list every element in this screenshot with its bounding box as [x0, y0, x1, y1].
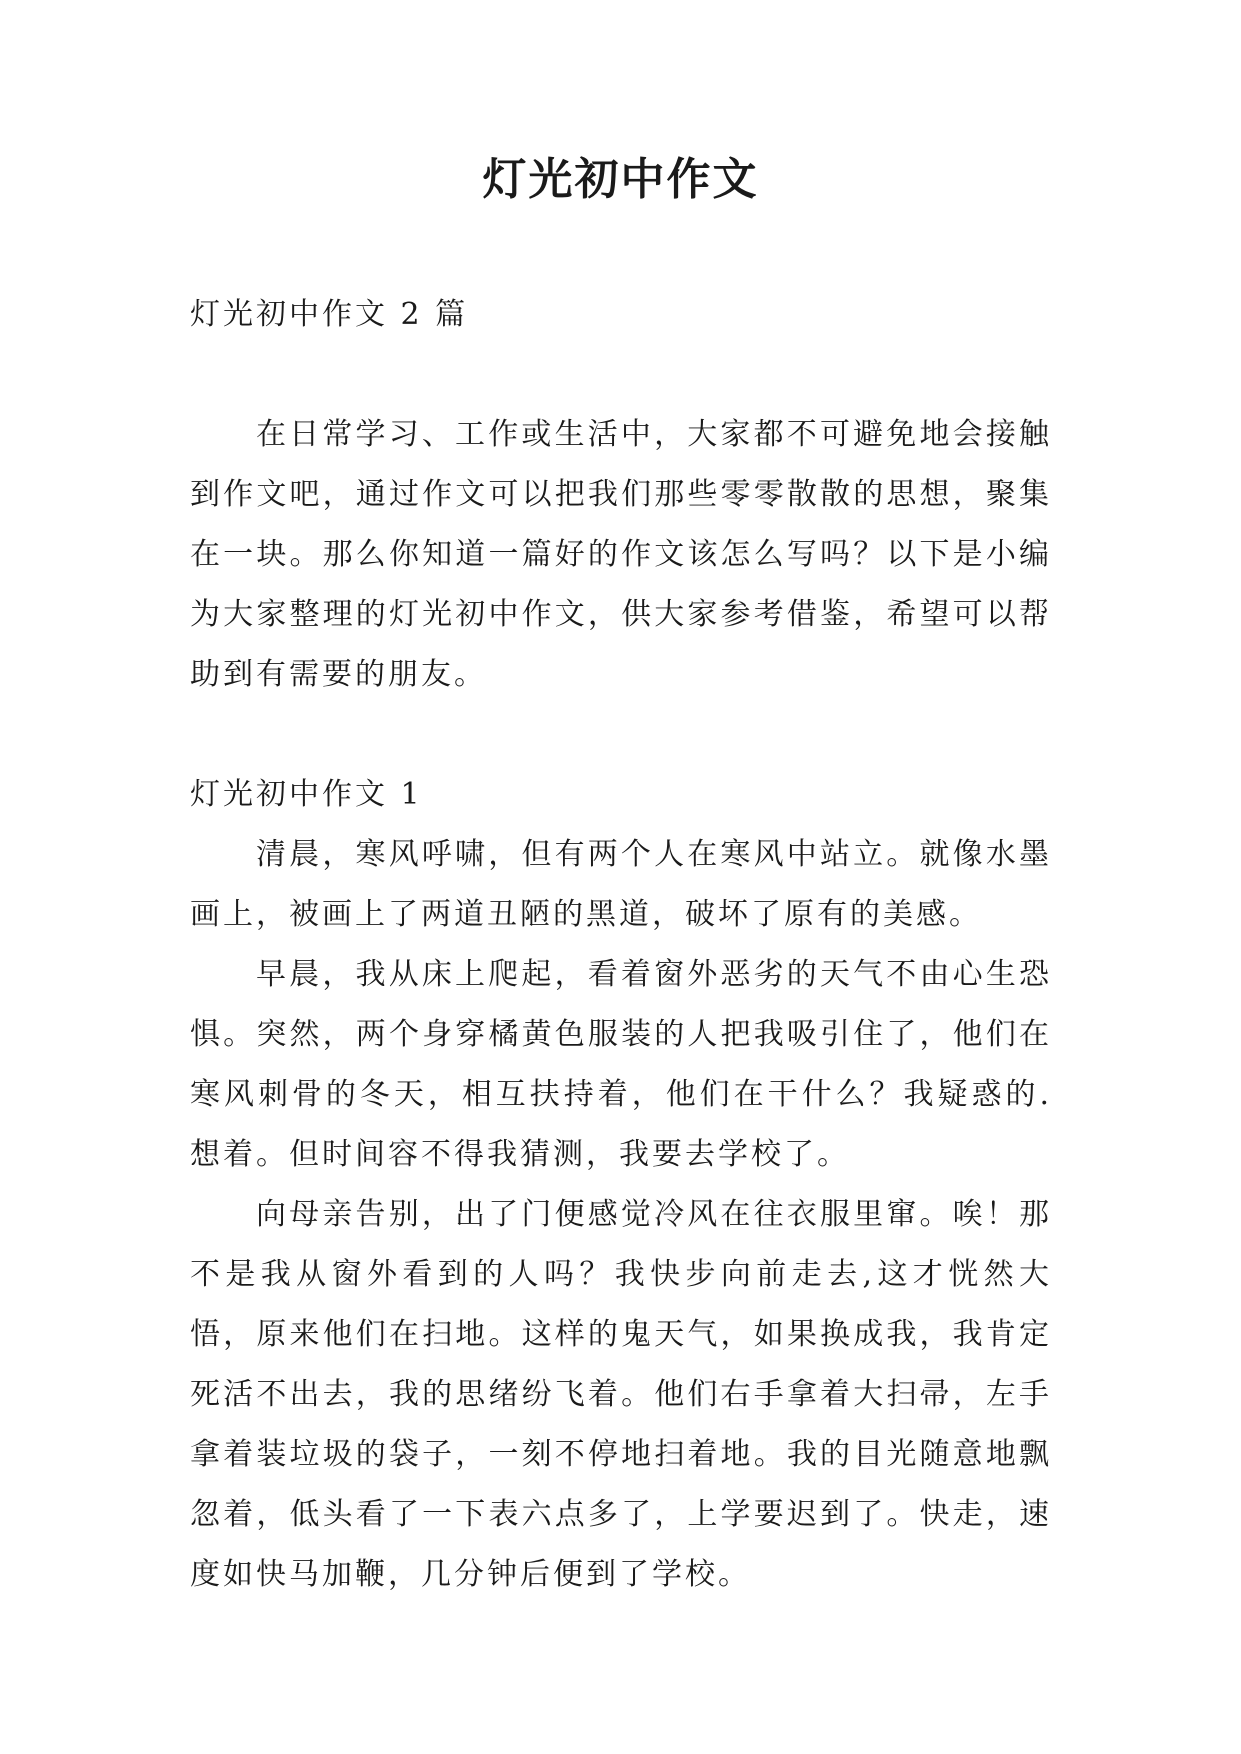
essay-paragraph: 清晨，寒风呼啸，但有两个人在寒风中站立。就像水墨画上，被画上了两道丑陋的黑道，破坏了原有的美感。 [190, 837, 1052, 932]
essay-paragraph: 早晨，我从床上爬起，看着窗外恶劣的天气不由心生恐惧。突然，两个身穿橘黄色服装的人把我吸引住了，他们在寒风刺骨的冬天，相互扶持着，他们在干什么？我疑惑的.想着。但时间容不得我猜测，我要去学校了。 [190, 957, 1052, 1172]
essay-paragraph: 向母亲告别，出了门便感觉冷风在往衣服里窜。唉！那不是我从窗外看到的人吗？我快步向前走去,这才恍然大悟，原来他们在扫地。这样的鬼天气，如果换成我，我肯定死活不出去，我的思绪纷飞着。他们右手拿着大扫帚，左手拿着装垃圾的袋子，一刻不停地扫着地。我的目光随意地飘忽着，低头看了一下表六点多了，上学要迟到了。快走，速度如快马加鞭，几分钟后便到了学校。 [190, 1197, 1052, 1592]
document-body [190, 285, 1052, 1605]
spacer [190, 705, 1052, 765]
intro-paragraph: 在日常学习、工作或生活中，大家都不可避免地会接触到作文吧，通过作文可以把我们那些零零散散的思想，聚集在一块。那么你知道一篇好的作文该怎么写吗？以下是小编为大家整理的灯光初中作文，供大家参考借鉴，希望可以帮助到有需要的朋友。 [190, 417, 1052, 692]
document-title: 灯光初中作文 [482, 154, 759, 205]
essay-heading: 灯光初中作文 1 [190, 777, 423, 812]
document-subtitle: 灯光初中作文 2 篇 [190, 297, 469, 332]
spacer [190, 345, 1052, 405]
